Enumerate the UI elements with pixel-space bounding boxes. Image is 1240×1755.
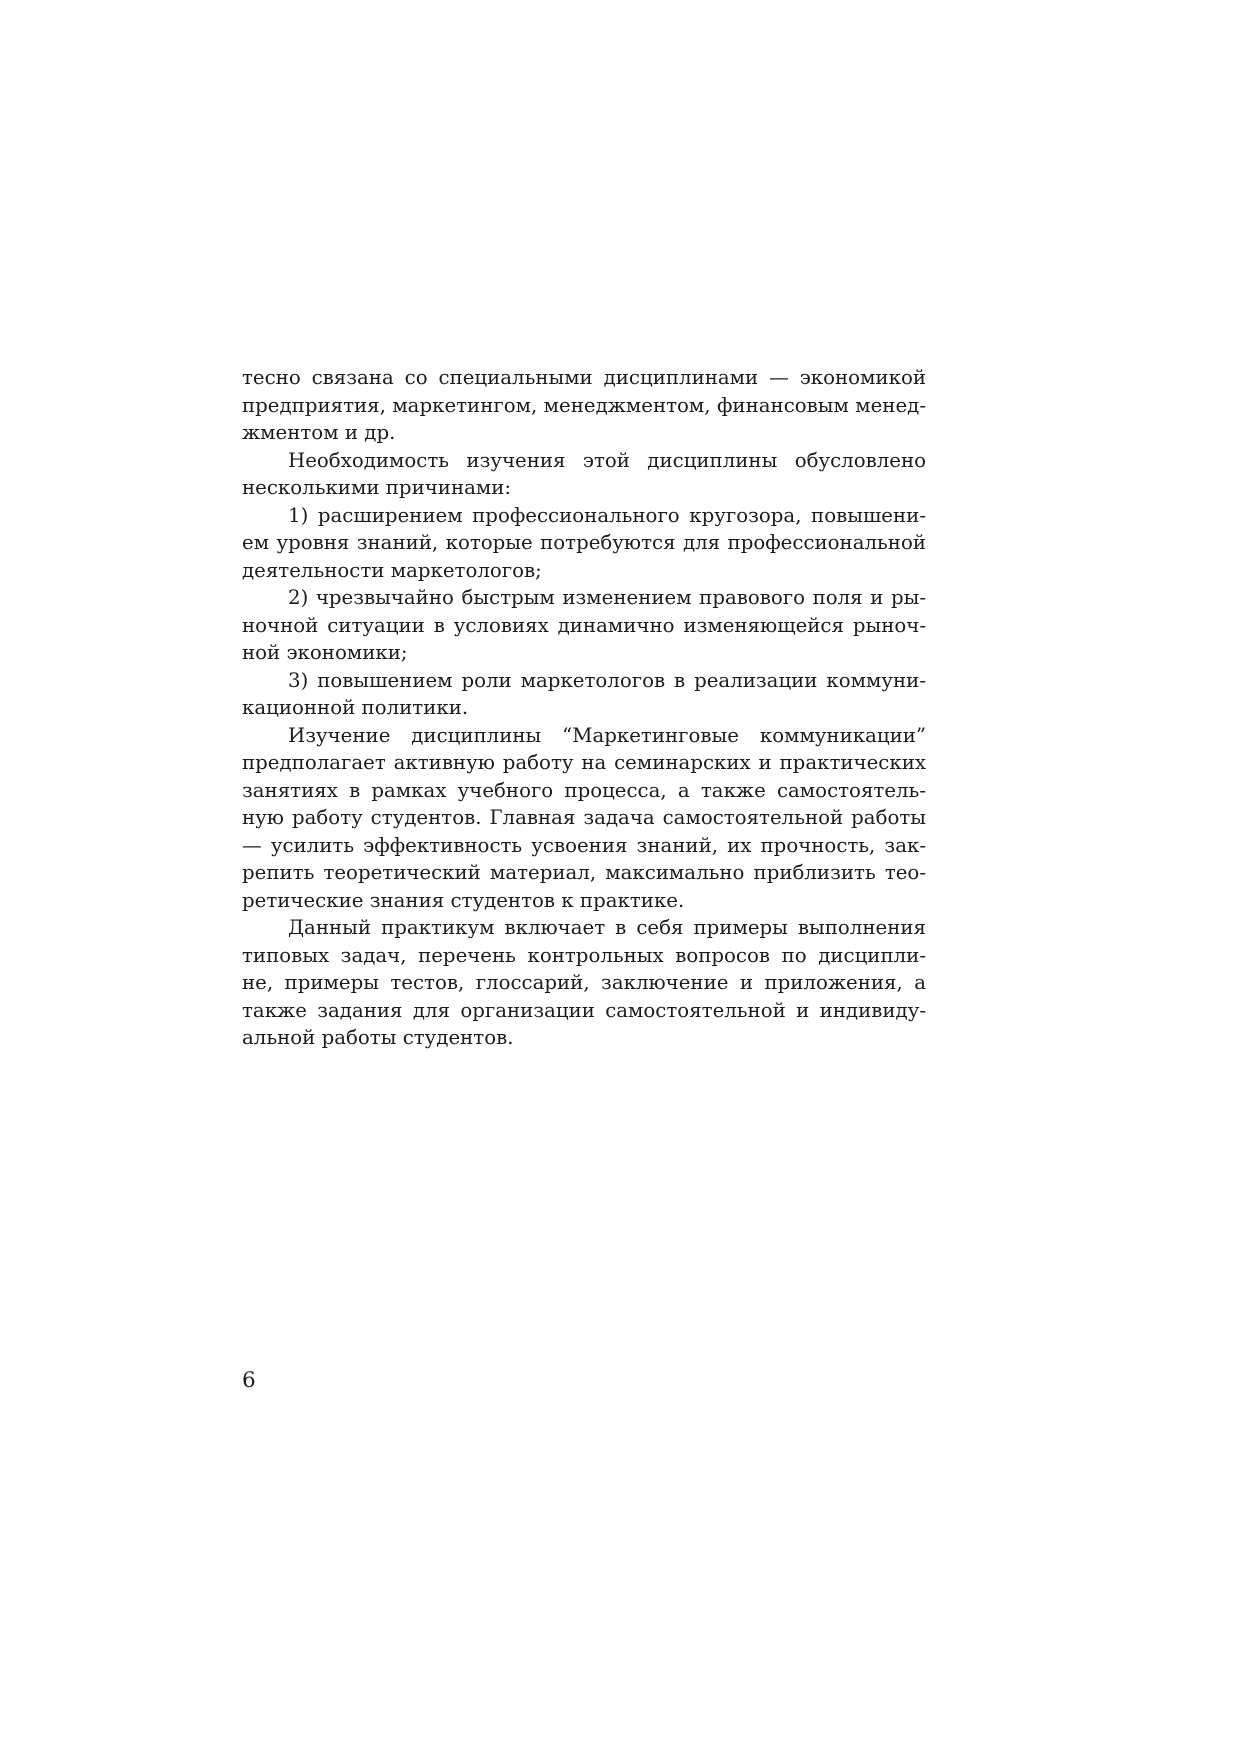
paragraph [242, 914, 926, 1052]
text-line: 2) чрезвычайно быстрым изменением правового поля и ры- [288, 586, 926, 609]
paragraph [242, 502, 926, 585]
text-line: также задания для организации самостоятельной и индивиду- [242, 998, 926, 1022]
text-line: альной работы студентов. [242, 1026, 514, 1049]
text-line: ной экономики; [242, 641, 408, 664]
text-line: занятиях в рамках учебного процесса, а также самостоятель- [242, 778, 926, 802]
paragraph [242, 447, 926, 502]
text-line: ную работу студентов. Главная задача самостоятельной работы [242, 806, 926, 829]
text-line: кационной политики. [242, 696, 469, 719]
text-line: типовых задач, перечень контрольных вопросов по дисципли- [242, 943, 926, 967]
text-line: репить теоретический материал, максимально приблизить тео- [242, 861, 926, 884]
paragraph [242, 584, 926, 667]
text-line: предприятия, маркетингом, менеджментом, финансовым менед- [242, 393, 926, 417]
text-line: несколькими причинами: [242, 476, 512, 499]
text-line: деятельности маркетологов; [242, 558, 542, 582]
text-line: Данный практикум включает в себя примеры выполнения [288, 916, 926, 939]
page-number: 6 [242, 1368, 256, 1393]
text-line: Изучение дисциплины “Маркетинговые коммуникации” [288, 723, 926, 747]
text-line: ретические знания студентов к практике. [242, 888, 685, 912]
text-line: предполагает активную работу на семинарских и практических [242, 751, 926, 774]
text-line: жментом и др. [242, 421, 396, 444]
paragraph [242, 364, 926, 447]
text-line: 1) расширением профессионального кругозора, повышени- [288, 503, 926, 527]
text-line: ночной ситуации в условиях динамично изменяющейся рыноч- [242, 613, 926, 637]
text-line: — усилить эффективность усвоения знаний, их прочность, зак- [242, 833, 926, 857]
paragraph [242, 667, 926, 722]
text-line: 3) повышением роли маркетологов в реализации коммуни- [288, 668, 926, 692]
text-line: ем уровня знаний, которые потребуются для профессиональной [242, 531, 926, 554]
text-line: Необходимость изучения этой дисциплины обусловлено [288, 448, 926, 472]
text-line: не, примеры тестов, глоссарий, заключение и приложения, а [242, 971, 926, 994]
paragraph [242, 722, 926, 915]
text-line: тесно связана со специальными дисциплинами — экономикой [242, 366, 926, 389]
body-text [242, 364, 926, 1052]
